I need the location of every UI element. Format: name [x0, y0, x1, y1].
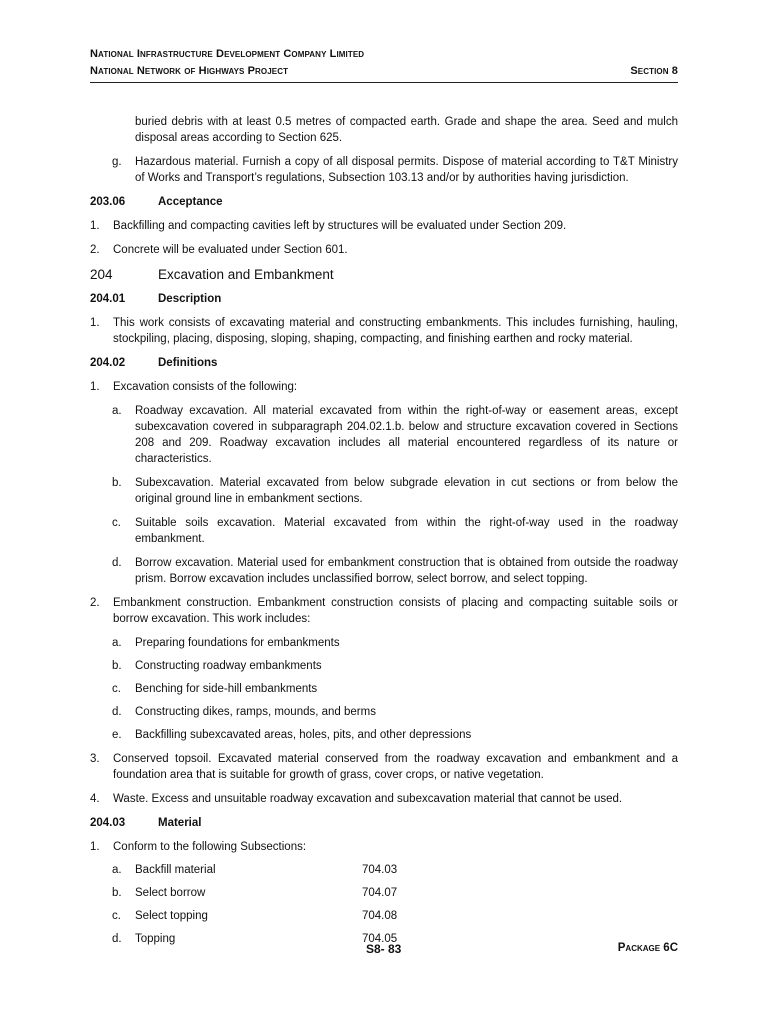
- list-item-text: Borrow excavation. Material used for embankment construction that is obtained from outside the roadway prism. Borrow excavation includes unclassified borrow, select borrow, and select topping.: [135, 557, 678, 585]
- material-row: [90, 862, 678, 878]
- list-marker: b.: [112, 887, 122, 899]
- material-name: Backfill material: [135, 864, 216, 876]
- section-heading-204-02: [90, 355, 678, 371]
- list-marker: e.: [112, 729, 122, 741]
- list-item-text: Subexcavation. Material excavated from below subgrade elevation in cut sections or from below the original ground line in embankment sections.: [135, 477, 678, 505]
- package-label: Package 6C: [617, 942, 678, 954]
- list-item-text: Conserved topsoil. Excavated material conserved from the roadway excavation and embankment and a foundation area that is suitable for growth of grass, cover crops, or native vegetation.: [113, 753, 678, 781]
- section-heading-203-06: [90, 194, 678, 210]
- page-body: [90, 114, 678, 947]
- list-marker: 1.: [90, 317, 100, 329]
- page-number: S8- 83: [366, 942, 402, 956]
- list-item-text: Backfilling and compacting cavities left by structures will be evaluated under Section 209.: [113, 220, 567, 232]
- page-header: [90, 46, 678, 80]
- sub-list-item: [90, 704, 678, 720]
- section-heading-204-03: [90, 815, 678, 831]
- list-item-text: Hazardous material. Furnish a copy of all disposal permits. Dispose of material according to T&T Ministry of Works and Transport’s regulations, Subsection 103.13 and/or by authorities having jurisdiction.: [135, 156, 678, 184]
- sub-list-item: [90, 635, 678, 651]
- list-item-text: Conform to the following Subsections:: [113, 841, 307, 853]
- list-item: [90, 315, 678, 347]
- list-item-g: [90, 154, 678, 186]
- list-item-text: Suitable soils excavation. Material excavated from within the right-of-way used in the roadway embankment.: [135, 517, 678, 545]
- list-item-text: Constructing roadway embankments: [135, 660, 322, 672]
- sub-list-item: [90, 555, 678, 587]
- material-name: Select borrow: [135, 887, 206, 899]
- section-title: Material: [158, 817, 202, 829]
- sub-list-item: [90, 475, 678, 507]
- subsection-ref: 704.08: [362, 910, 398, 922]
- list-item-text: Excavation consists of the following:: [113, 381, 298, 393]
- list-marker: a.: [112, 864, 122, 876]
- page-footer: [90, 942, 678, 960]
- section-title: Definitions: [158, 357, 218, 369]
- list-item-text: Benching for side-hill embankments: [135, 683, 318, 695]
- list-item-text: Preparing foundations for embankments: [135, 637, 340, 649]
- list-item: [90, 379, 678, 395]
- section-number: 204.03: [90, 817, 126, 829]
- list-marker: 2.: [90, 597, 100, 609]
- list-marker: a.: [112, 405, 122, 417]
- list-marker: d.: [112, 706, 122, 718]
- section-title: Acceptance: [158, 196, 223, 208]
- list-marker: a.: [112, 637, 122, 649]
- material-name: Select topping: [135, 910, 208, 922]
- subsection-ref: 704.07: [362, 887, 398, 899]
- list-item: [90, 218, 678, 234]
- sub-list-item: [90, 681, 678, 697]
- material-row: [90, 885, 678, 901]
- company-name: National Infrastructure Development Company Limited: [90, 48, 365, 60]
- list-marker: 1.: [90, 381, 100, 393]
- list-item-text: Waste. Excess and unsuitable roadway excavation and subexcavation material that cannot be used.: [113, 793, 623, 805]
- list-item-text: Backfilling subexcavated areas, holes, pits, and other depressions: [135, 729, 472, 741]
- list-marker: b.: [112, 660, 122, 672]
- sub-list-item: [90, 515, 678, 547]
- header-rule: [90, 82, 678, 83]
- list-marker: g.: [112, 156, 122, 168]
- list-marker: 1.: [90, 220, 100, 232]
- section-heading-204: [90, 267, 678, 283]
- list-marker: 1.: [90, 841, 100, 853]
- sub-list-item: [90, 658, 678, 674]
- list-item-text: Roadway excavation. All material excavated from within the right-of-way or easement areas, except subexcavation covered in subparagraph 204.02.1.b. below and structure excavation covered in Sections 208 and 209. Roadway excavation includes all material encountered regardless of its nature or characteristics.: [135, 405, 678, 465]
- section-number: 204.02: [90, 357, 126, 369]
- subsection-ref: 704.03: [362, 864, 398, 876]
- section-title: Description: [158, 293, 222, 305]
- section-title: Excavation and Embankment: [158, 267, 334, 282]
- project-name: National Network of Highways Project: [90, 65, 289, 77]
- list-item: [90, 839, 678, 855]
- list-item: [90, 595, 678, 627]
- section-label: Section 8: [630, 65, 678, 77]
- material-name: Topping: [135, 933, 176, 945]
- section-heading-204-01: [90, 291, 678, 307]
- list-marker: d.: [112, 557, 122, 569]
- list-item-text: Embankment construction. Embankment construction consists of placing and compacting suitable soils or borrow excavation. This work includes:: [113, 597, 678, 625]
- list-marker: c.: [112, 517, 121, 529]
- list-item-text: Constructing dikes, ramps, mounds, and berms: [135, 706, 376, 718]
- list-marker: c.: [112, 910, 121, 922]
- list-marker: 3.: [90, 753, 100, 765]
- section-number: 203.06: [90, 196, 126, 208]
- subsection-ref: 704.05: [362, 933, 398, 945]
- sub-list-item: [90, 403, 678, 467]
- list-marker: 2.: [90, 244, 100, 256]
- list-item: [90, 751, 678, 783]
- list-item-text: Concrete will be evaluated under Section 601.: [113, 244, 348, 256]
- section-number: 204: [90, 267, 113, 282]
- list-item-text: This work consists of excavating material and constructing embankments. This includes furnishing, hauling, stockpiling, placing, disposing, sloping, shaping, compacting, and finishing earthen and rocky material.: [113, 317, 678, 345]
- list-marker: c.: [112, 683, 121, 695]
- list-marker: d.: [112, 933, 122, 945]
- list-marker: b.: [112, 477, 122, 489]
- material-row: [90, 908, 678, 924]
- project-line: [90, 62, 678, 80]
- list-marker: 4.: [90, 793, 100, 805]
- section-number: 204.01: [90, 293, 126, 305]
- list-item: [90, 242, 678, 258]
- list-item: [90, 791, 678, 807]
- sub-list-item: [90, 727, 678, 743]
- continuation-paragraph: buried debris with at least 0.5 metres of compacted earth. Grade and shape the area. Seed and mulch disposal areas according to Section 625.: [135, 116, 678, 144]
